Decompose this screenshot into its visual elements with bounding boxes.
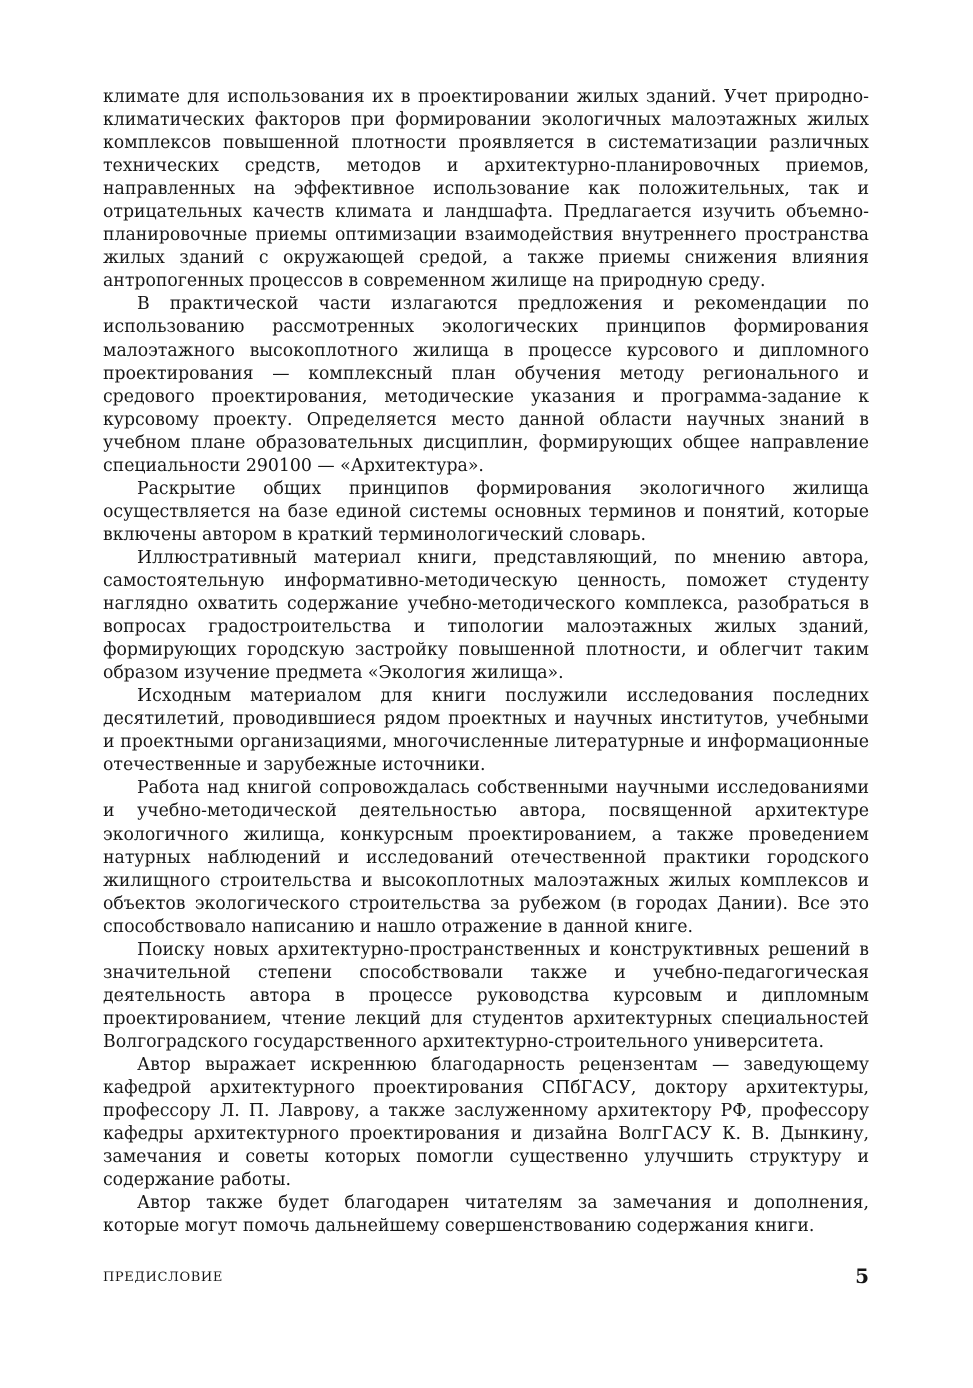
- paragraph-practical-part: В практической части излагаются предложения и рекомендации по использованию рассмотренных экологических принципов формирования малоэтажного высокоплотного жилища в процессе курсового и дипломного проектирования — комплексный план обучения методу регионального и средового проектирования, методические указания и программа-задание к курсовому проекту. Определяется место данной области научных знаний в учебном плане образовательных дисциплин, формирующих общее направление специальности 290100 — «Архитектура».: [103, 294, 869, 476]
- paragraph-illustrations: Иллюстративный материал книги, представляющий, по мнению автора, самостоятельную информативно-методическую ценность, поможет студенту наглядно охватить содержание учебно-методического комплекса, разобраться в вопросах градостроительства и типологии малоэтажных жилых зданий, формирующих городскую застройку повышенной плотности, и облегчит таким образом изучение предмета «Экология жилища».: [103, 547, 869, 684]
- paragraph-author-research: Работа над книгой сопровождалась собственными научными исследованиями и учебно-методической деятельностью автора, посвященной архитектуре экологичного жилища, конкурсным проектированием, а также проведением натурных наблюдений и исследований отечественной практики городского жилищного строительства и высокоплотных малоэтажных жилых комплексов и объектов экологического строительства за рубежом (в городах Дании). Все это способствовало написанию и нашло отражение в данной книге.: [103, 778, 869, 937]
- paragraph-terminology: Раскрытие общих принципов формирования экологичного жилища осуществляется на базе единой системы основных терминов и понятий, которые включены автором в краткий терминологический словарь.: [103, 478, 869, 545]
- paragraph-acknowledgements: Автор выражает искреннюю благодарность рецензентам — заведующему кафедрой архитектурного проектирования СПбГАСУ, доктору архитектуры, профессору Л. П. Лаврову, а также заслуженному архитектору РФ, профессору кафедры архитектурного проектирования и дизайна ВолгГАСУ К. В. Дынкину, замечания и советы которых помогли существенно улучшить структуру и содержание работы.: [103, 1054, 869, 1191]
- running-footer-section: ПРЕДИСЛОВИЕ: [103, 1270, 223, 1285]
- paragraph-source-material: Исходным материалом для книги послужили исследования последних десятилетий, проводившиеся рядом проектных и научных институтов, учебными и проектными организациями, многочисленные литературные и информационные отечественные и зарубежные источники.: [103, 686, 869, 776]
- paragraph-reader-thanks: Автор также будет благодарен читателям за замечания и дополнения, которые могут помочь дальнейшему совершенствованию содержания книги.: [103, 1193, 869, 1237]
- page-number: 5: [855, 1264, 869, 1288]
- paragraph-continuation: климате для использования их в проектировании жилых зданий. Учет природно-климатических факторов при формировании экологичных малоэтажных жилых комплексов повышенной плотности проявляется в систематизации различных технических средств, методов и архитектурно-планировочных приемов, направленных на эффективное использование как положительных, так и отрицательных качеств климата и ландшафта. Предлагается изучить объемно-планировочные приемы оптимизации взаимодействия внутреннего пространства жилых зданий с окружающей средой, а также приемы снижения влияния антропогенных процессов в современном жилище на природную среду.: [103, 87, 869, 292]
- paragraph-teaching: Поиску новых архитектурно-пространственных и конструктивных решений в значительной степени способствовали также и учебно-педагогическая деятельность автора в процессе руководства курсовым и дипломным проектированием, чтение лекций для студентов архитектурных специальностей Волгоградского государственного архитектурно-строительного университета.: [103, 939, 869, 1052]
- page-body: [103, 86, 869, 1238]
